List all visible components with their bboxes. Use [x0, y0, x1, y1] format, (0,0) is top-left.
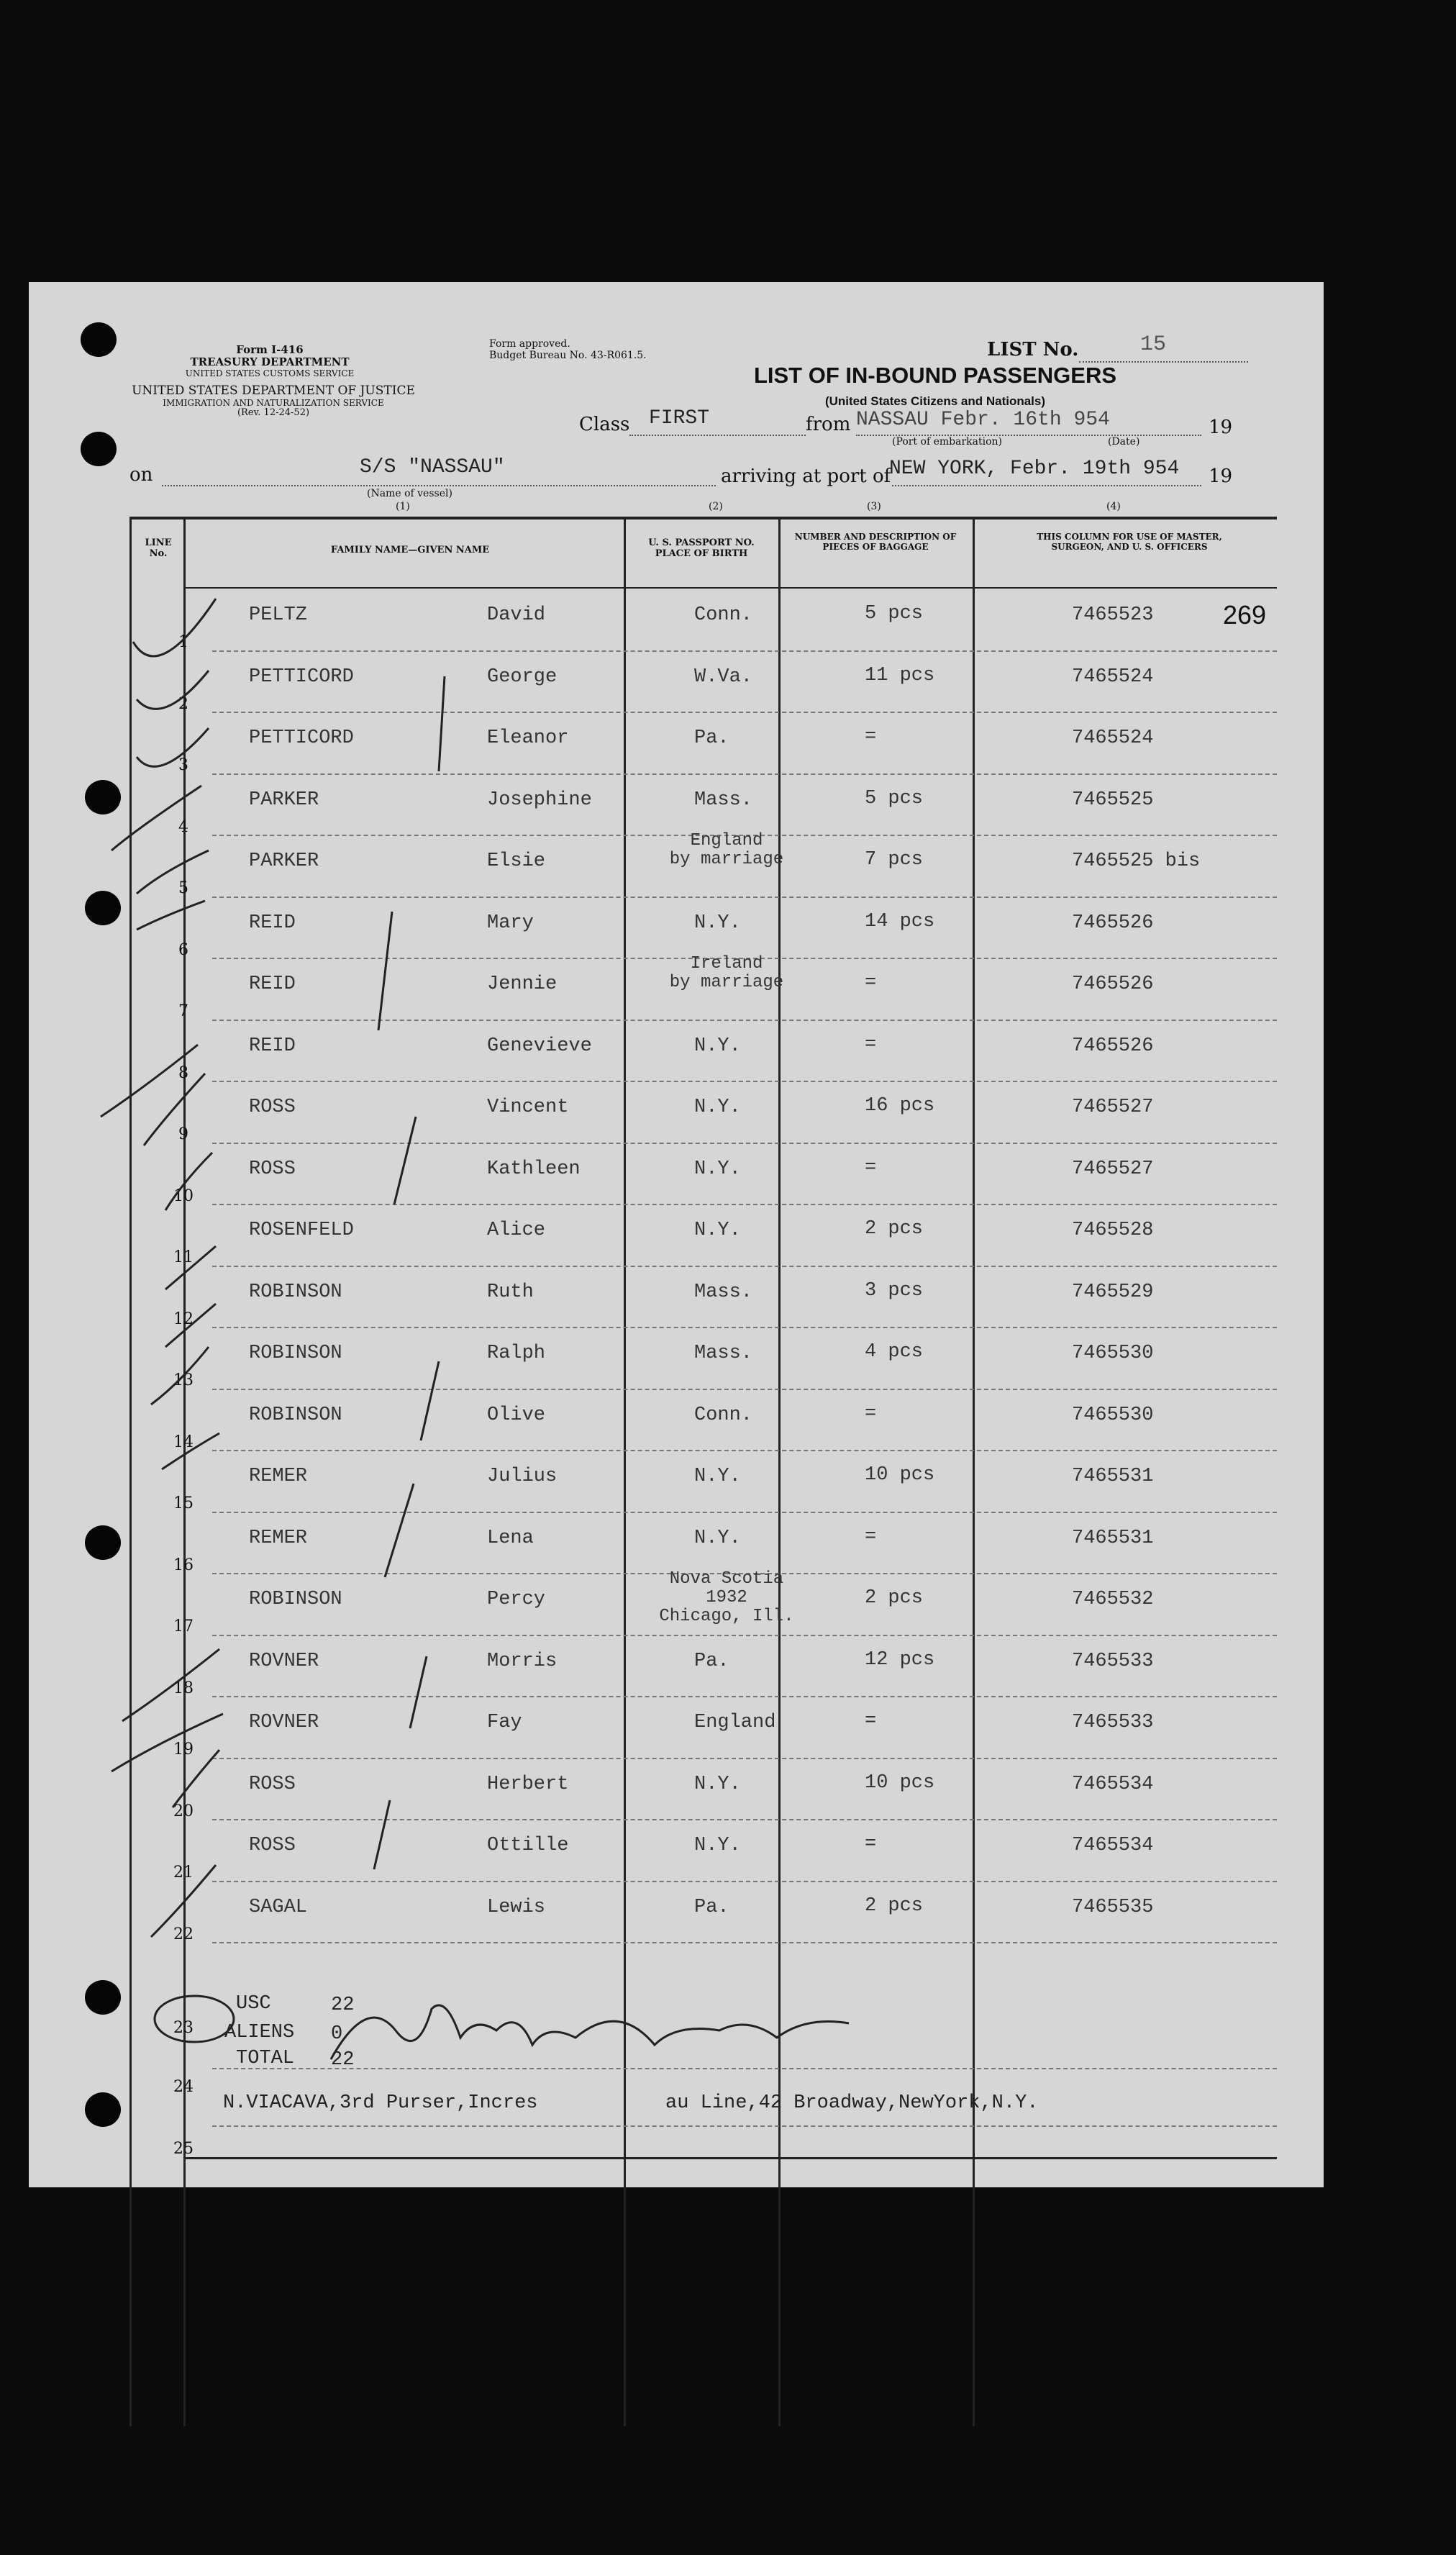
officer-code: 7465531 — [1072, 1527, 1154, 1549]
baggage-count: 5 pcs — [865, 787, 924, 809]
date-caption: (Date) — [1108, 436, 1140, 448]
family-bracket — [374, 1800, 390, 1869]
family-name: REMER — [249, 1466, 308, 1487]
baggage-count: 12 pcs — [865, 1648, 935, 1671]
officer-code: 7465534 — [1072, 1835, 1154, 1856]
place-of-birth: Pa. — [694, 1896, 729, 1918]
given-name: Percy — [487, 1589, 546, 1610]
line-23-loop — [155, 1996, 234, 2042]
baggage-count: 11 pcs — [865, 664, 935, 686]
checkmark — [151, 1865, 216, 1937]
year-label: 19 — [1209, 417, 1233, 438]
family-bracket — [439, 676, 445, 771]
family-bracket — [378, 912, 392, 1030]
officer-code: 7465530 — [1072, 1404, 1154, 1426]
checkmark — [112, 1714, 223, 1771]
list-no-label: LIST No. — [987, 339, 1079, 360]
family-name: ROSS — [249, 1097, 296, 1118]
officer-code: 7465526 — [1072, 974, 1154, 995]
given-name: Vincent — [487, 1097, 569, 1118]
line-number: 6 — [178, 940, 188, 959]
line-number: 15 — [173, 1494, 194, 1512]
from-value: NASSAU Febr. 16th 954 — [856, 409, 1110, 431]
family-name: PARKER — [249, 789, 319, 811]
from-label: from — [806, 414, 851, 435]
officer-code: 7465526 — [1072, 912, 1154, 934]
officer-code: 7465527 — [1072, 1158, 1154, 1180]
header-name: FAMILY NAME—GIVEN NAME — [330, 545, 490, 555]
baggage-count: 10 pcs — [865, 1771, 935, 1794]
given-name: Genevieve — [487, 1035, 592, 1057]
place-of-birth: Pa. — [694, 1650, 729, 1672]
ins-label: IMMIGRATION AND NATURALIZATION SERVICE — [163, 397, 384, 408]
family-name: ROVNER — [249, 1712, 319, 1733]
manifest-page — [29, 282, 1324, 2187]
baggage-count: = — [865, 1156, 877, 1179]
checkmark — [122, 1649, 219, 1721]
baggage-count: 7 pcs — [865, 849, 924, 871]
family-name: ROBINSON — [249, 1343, 342, 1364]
given-name: Julius — [487, 1466, 558, 1487]
officer-code: 7465533 — [1072, 1650, 1154, 1672]
place-of-birth: N.Y. — [694, 1097, 741, 1118]
given-name: Ruth — [487, 1281, 534, 1303]
family-name: REID — [249, 974, 296, 995]
officer-code: 7465535 — [1072, 1896, 1154, 1918]
line-number: 1 — [178, 633, 188, 651]
place-of-birth: England — [694, 1712, 776, 1733]
usc-label: USC — [236, 1993, 271, 2015]
arrival-value: NEW YORK, Febr. 19th 954 — [889, 458, 1180, 480]
family-name: PETTICORD — [249, 727, 354, 749]
family-name: PARKER — [249, 850, 319, 872]
family-bracket — [410, 1656, 427, 1728]
line-number: 3 — [178, 756, 188, 774]
line-number-25: 25 — [173, 2140, 194, 2158]
line-number: 17 — [173, 1617, 194, 1635]
checkmark — [165, 1304, 216, 1347]
checkmark — [162, 1433, 219, 1469]
baggage-count: = — [865, 726, 877, 748]
baggage-count: 2 pcs — [865, 1218, 924, 1240]
page-title: LIST OF IN-BOUND PASSENGERS — [753, 363, 1117, 388]
line-number: 4 — [178, 817, 188, 836]
given-name: Lewis — [487, 1896, 546, 1918]
checkmark — [137, 728, 209, 766]
baggage-count: 3 pcs — [865, 1279, 924, 1302]
place-of-birth: N.Y. — [694, 912, 741, 934]
aliens-label: ALIENS — [224, 2022, 295, 2043]
checkmark — [137, 901, 205, 930]
checkmark — [144, 1074, 205, 1145]
given-name: Josephine — [487, 789, 592, 811]
purser-right: au Line,42 Broadway,NewYork,N.Y. — [665, 2092, 1039, 2114]
given-name: Ottille — [487, 1835, 569, 1856]
officer-code: 7465525 bis — [1072, 850, 1201, 872]
header-baggage: NUMBER AND DESCRIPTION OF PIECES OF BAGGAGE — [794, 532, 957, 552]
checkmark — [137, 671, 209, 709]
vessel-caption: (Name of vessel) — [367, 488, 452, 499]
form-number: Form I-416 — [236, 343, 304, 356]
line-number: 5 — [178, 879, 188, 897]
place-of-birth: Mass. — [694, 1343, 753, 1364]
given-name: Elsie — [487, 850, 546, 872]
col-number-4: (4) — [1106, 501, 1121, 512]
revision-label: (Rev. 12-24-52) — [237, 407, 310, 419]
place-of-birth: N.Y. — [694, 1035, 741, 1057]
family-bracket — [421, 1361, 439, 1440]
line-number: 22 — [173, 1925, 194, 1943]
baggage-count: = — [865, 1833, 877, 1855]
given-name: Lena — [487, 1527, 534, 1549]
given-name: Eleanor — [487, 727, 569, 749]
family-name: ROBINSON — [249, 1589, 342, 1610]
checkmark — [151, 1347, 209, 1404]
officer-code: 7465528 — [1072, 1220, 1154, 1241]
place-of-birth: N.Y. — [694, 1773, 741, 1795]
given-name: Herbert — [487, 1773, 569, 1795]
family-name: REID — [249, 912, 296, 934]
arriving-label: arriving at port of — [721, 466, 891, 487]
officer-code: 7465530 — [1072, 1343, 1154, 1364]
header-passport: U. S. PASSPORT NO. PLACE OF BIRTH — [648, 537, 755, 559]
purser-left: N.VIACAVA,3rd Purser,Incres — [223, 2092, 538, 2114]
family-name: ROVNER — [249, 1650, 319, 1672]
col-number-2: (2) — [709, 501, 723, 512]
place-of-birth: Ireland by marriage — [669, 954, 784, 992]
family-name: ROSS — [249, 1158, 296, 1180]
place-of-birth: N.Y. — [694, 1220, 741, 1241]
family-name: REMER — [249, 1527, 308, 1549]
checkmarks — [101, 599, 849, 2059]
given-name: Jennie — [487, 974, 558, 995]
officer-code: 7465533 — [1072, 1712, 1154, 1733]
col-number-1: (1) — [396, 501, 410, 512]
given-name: Kathleen — [487, 1158, 581, 1180]
line-number: 7 — [178, 1002, 188, 1020]
officer-code: 7465529 — [1072, 1281, 1154, 1303]
line-number: 11 — [173, 1248, 194, 1266]
baggage-count: 2 pcs — [865, 1587, 924, 1609]
line-number: 18 — [173, 1679, 194, 1697]
customs-label: UNITED STATES CUSTOMS SERVICE — [185, 368, 355, 378]
line-number: 13 — [173, 1371, 194, 1389]
class-value: FIRST — [649, 407, 710, 430]
family-name: PELTZ — [249, 604, 308, 626]
baggage-count: = — [865, 972, 877, 994]
checkmark — [173, 1750, 219, 1807]
line-number: 2 — [178, 694, 188, 713]
officer-code: 7465523 — [1072, 604, 1154, 626]
checkmark — [165, 1153, 212, 1210]
place-of-birth: N.Y. — [694, 1466, 741, 1487]
aliens-value: 0 — [331, 2023, 343, 2045]
line-number: 19 — [173, 1741, 194, 1758]
officer-code: 7465524 — [1072, 666, 1154, 688]
given-name: Ralph — [487, 1343, 546, 1364]
place-of-birth: Nova Scotia 1932 Chicago, Ill. — [659, 1569, 794, 1626]
officer-code: 7465534 — [1072, 1773, 1154, 1795]
treasury-label: TREASURY DEPARTMENT — [190, 355, 350, 369]
line-number: 20 — [173, 1802, 194, 1820]
justice-label: UNITED STATES DEPARTMENT OF JUSTICE — [132, 384, 415, 398]
place-of-birth: Mass. — [694, 1281, 753, 1303]
baggage-count: 10 pcs — [865, 1464, 935, 1486]
year-label-2: 19 — [1209, 466, 1233, 487]
given-name: Morris — [487, 1650, 558, 1672]
budget-label: Budget Bureau No. 43-R061.5. — [489, 350, 647, 362]
place-of-birth: England by marriage — [669, 831, 784, 869]
place-of-birth: Pa. — [694, 727, 729, 749]
margin-number: 269 — [1223, 600, 1267, 630]
place-of-birth: Mass. — [694, 789, 753, 811]
baggage-count: 4 pcs — [865, 1341, 924, 1363]
line-number: 21 — [173, 1864, 194, 1882]
line-number: 10 — [173, 1186, 194, 1205]
line-number: 14 — [173, 1433, 194, 1451]
place-of-birth: N.Y. — [694, 1158, 741, 1180]
baggage-count: 16 pcs — [865, 1095, 935, 1117]
family-name: PETTICORD — [249, 666, 354, 688]
given-name: David — [487, 604, 546, 626]
family-name: ROBINSON — [249, 1281, 342, 1303]
checkmark — [165, 1246, 216, 1289]
given-name: Olive — [487, 1404, 546, 1426]
checkmark — [133, 599, 216, 656]
officer-code: 7465524 — [1072, 727, 1154, 749]
place-of-birth: N.Y. — [694, 1835, 741, 1856]
total-label: TOTAL — [236, 2048, 295, 2069]
officer-code: 7465532 — [1072, 1589, 1154, 1610]
header-officers: THIS COLUMN FOR USE OF MASTER, SURGEON, AND U. S. OFFICERS — [1037, 532, 1222, 552]
baggage-count: = — [865, 1402, 877, 1425]
baggage-count: 5 pcs — [865, 603, 924, 625]
vessel-value: S/S "NASSAU" — [360, 456, 505, 478]
checkmark — [101, 1045, 198, 1117]
port-embark-caption: (Port of embarkation) — [892, 436, 1002, 448]
place-of-birth: Conn. — [694, 1404, 753, 1426]
given-name: Mary — [487, 912, 534, 934]
baggage-count: 2 pcs — [865, 1894, 924, 1917]
baggage-count: 14 pcs — [865, 910, 935, 932]
family-bracket — [385, 1484, 414, 1577]
line-number: 8 — [178, 1063, 188, 1082]
line-number-24: 24 — [173, 2078, 194, 2096]
line-number: 12 — [173, 1310, 194, 1328]
officer-code: 7465527 — [1072, 1097, 1154, 1118]
page-subtitle: (United States Citizens and Nationals) — [824, 394, 1046, 408]
place-of-birth: Conn. — [694, 604, 753, 626]
line-number-23: 23 — [173, 2019, 194, 2037]
baggage-count: = — [865, 1710, 877, 1732]
place-of-birth: W.Va. — [694, 666, 753, 688]
class-label: Class — [579, 414, 630, 435]
family-name: SAGAL — [249, 1896, 308, 1918]
on-label: on — [129, 464, 153, 486]
line-number: 16 — [173, 1556, 194, 1574]
family-name: ROSS — [249, 1773, 296, 1795]
line-number: 9 — [178, 1125, 188, 1143]
family-name: ROBINSON — [249, 1404, 342, 1426]
approval-label: Form approved. — [489, 338, 570, 350]
total-value: 22 — [331, 2049, 355, 2071]
given-name: George — [487, 666, 558, 688]
list-no-value: 15 — [1140, 332, 1167, 357]
family-name: ROSENFELD — [249, 1220, 354, 1241]
header-line-no: LINE No. — [145, 537, 172, 559]
officer-code: 7465525 — [1072, 789, 1154, 811]
place-of-birth: N.Y. — [694, 1527, 741, 1549]
handwritten-marks — [29, 282, 1324, 2187]
signature — [331, 2005, 849, 2059]
officer-code: 7465526 — [1072, 1035, 1154, 1057]
col-number-3: (3) — [867, 501, 881, 512]
baggage-count: = — [865, 1033, 877, 1056]
given-name: Alice — [487, 1220, 546, 1241]
checkmark — [112, 786, 201, 850]
given-name: Fay — [487, 1712, 522, 1733]
checkmark — [137, 850, 209, 894]
family-name: REID — [249, 1035, 296, 1057]
family-name: ROSS — [249, 1835, 296, 1856]
baggage-count: = — [865, 1525, 877, 1548]
usc-value: 22 — [331, 1994, 355, 2016]
officer-code: 7465531 — [1072, 1466, 1154, 1487]
family-bracket — [394, 1117, 416, 1204]
